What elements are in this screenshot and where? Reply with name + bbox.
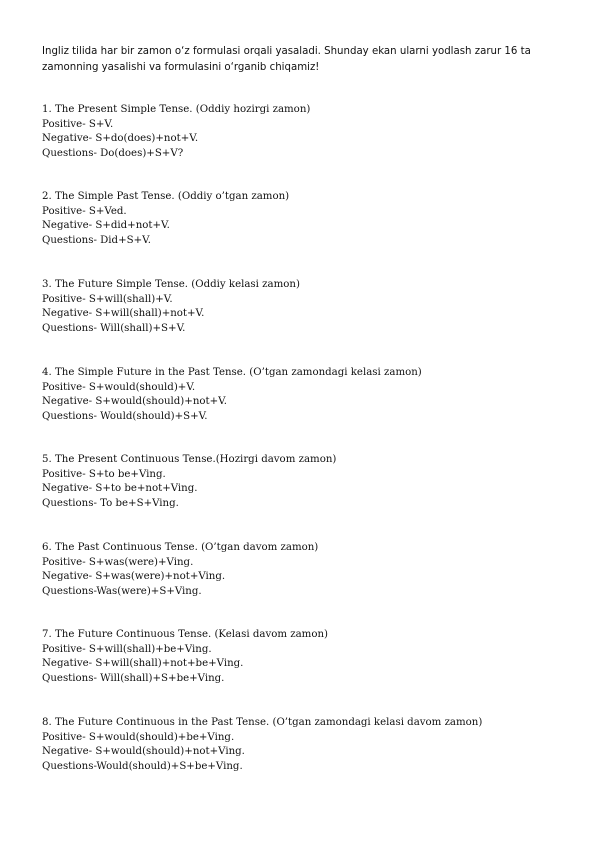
positive-formula: Positive- S+was(were)+Ving. (42, 556, 194, 568)
negative-formula: Negative- S+to be+not+Ving. (42, 483, 198, 495)
question-formula: Questions- Would(should)+S+V. (42, 411, 208, 423)
tense-title: 5. The Present Continuous Tense.(Hozirgi davom zamon) (42, 454, 337, 465)
negative-formula: Negative- S+was(were)+not+Ving. (42, 571, 226, 583)
positive-formula: Positive- S+V. (42, 118, 114, 130)
question-formula: Questions- Will(shall)+S+V. (42, 323, 186, 335)
tense-section-1 (42, 103, 562, 162)
positive-formula: Positive- S+will(shall)+be+Ving. (42, 643, 212, 655)
tense-title: 3. The Future Simple Tense. (Oddiy kelasi zamon) (42, 279, 300, 290)
positive-formula: Positive- S+Ved. (42, 205, 127, 217)
tense-section-6 (42, 541, 562, 600)
positive-formula: Positive- S+will(shall)+V. (42, 293, 173, 305)
tense-section-4 (42, 366, 562, 425)
negative-formula: Negative- S+will(shall)+not+be+Ving. (42, 658, 244, 670)
tense-title: 4. The Simple Future in the Past Tense. (O’tgan zamondagi kelasi zamon) (42, 367, 422, 378)
tense-section-2 (42, 190, 562, 249)
tense-title: 2. The Simple Past Tense. (Oddiy o’tgan zamon) (42, 191, 290, 202)
question-formula: Questions- Did+S+V. (42, 235, 151, 247)
negative-formula: Negative- S+do(does)+not+V. (42, 133, 199, 145)
negative-formula: Negative- S+would(should)+not+V. (42, 396, 227, 408)
question-formula: Questions-Was(were)+S+Ving. (42, 586, 202, 598)
tense-title: 7. The Future Continuous Tense. (Kelasi davom zamon) (42, 629, 329, 640)
negative-formula: Negative- S+will(shall)+not+V. (42, 308, 205, 320)
intro-paragraph: Ingliz tilida har bir zamon o‘z formulasi orqali yasaladi. Shunday ekan ularni yodlash zarur 16 ta zamonning yasalishi va formulasini o‘rganib chiqamiz! (42, 46, 531, 73)
tense-section-8 (42, 716, 562, 775)
question-formula: Questions-Would(should)+S+be+Ving. (42, 761, 243, 773)
negative-formula: Negative- S+did+not+V. (42, 220, 170, 232)
tense-title: 6. The Past Continuous Tense. (O’tgan davom zamon) (42, 542, 319, 553)
positive-formula: Positive- S+would(should)+be+Ving. (42, 731, 235, 743)
negative-formula: Negative- S+would(should)+not+Ving. (42, 746, 245, 758)
tense-section-3 (42, 278, 562, 337)
tense-title: 1. The Present Simple Tense. (Oddiy hozirgi zamon) (42, 104, 311, 115)
tense-section-5 (42, 453, 562, 512)
positive-formula: Positive- S+to be+Ving. (42, 468, 166, 480)
question-formula: Questions- Will(shall)+S+be+Ving. (42, 673, 225, 685)
positive-formula: Positive- S+would(should)+V. (42, 381, 196, 393)
question-formula: Questions- To be+S+Ving. (42, 498, 179, 510)
tense-title: 8. The Future Continuous in the Past Tense. (O’tgan zamondagi kelasi davom zamon) (42, 717, 483, 728)
tense-section-7 (42, 628, 562, 687)
question-formula: Questions- Do(does)+S+V? (42, 148, 184, 160)
